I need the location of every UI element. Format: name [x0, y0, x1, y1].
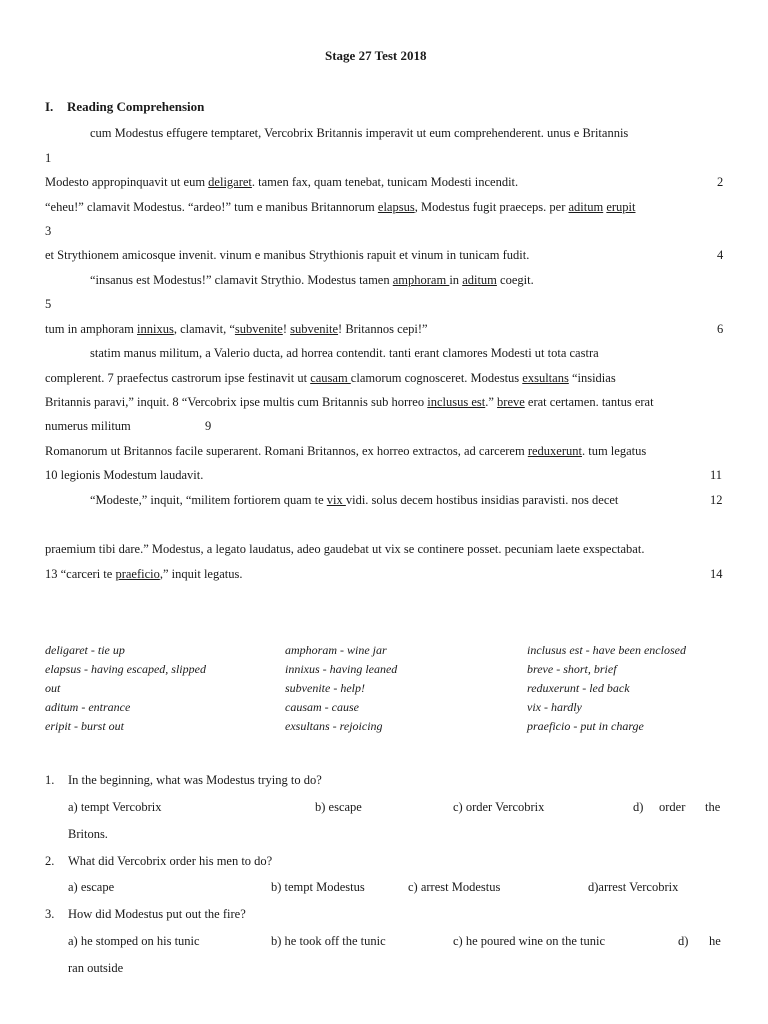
- line-number: 4: [717, 248, 724, 262]
- passage-text: “eheu!” clamavit Modestus. “ardeo!” tum e manibus Britannorum: [45, 200, 378, 214]
- glossary-entry: vix - hardly: [527, 700, 582, 714]
- passage-text: Modesto appropinquavit ut eum: [45, 175, 209, 189]
- answer-option[interactable]: a) he stomped on his tunic: [68, 934, 200, 948]
- passage-line: [45, 394, 654, 410]
- glossary-entry: breve - short, brief: [527, 662, 617, 676]
- passage-line: [90, 345, 599, 361]
- passage-text: praemium tibi dare.” Modestus, a legato laudatus, adeo gaudebat ut vix se continere posset. pecuniam laete exspectabat.: [45, 542, 645, 556]
- glossary-entry: causam - cause: [285, 700, 359, 714]
- passage-text: cum Modestus effugere temptaret, Vercobrix Britannis imperavit ut eum comprehenderent. unus e Britannis: [90, 126, 629, 140]
- glossed-word: exsultans: [522, 371, 569, 385]
- answer-option[interactable]: b) he took off the tunic: [271, 934, 386, 948]
- question-text: What did Vercobrix order his men to do?: [68, 854, 273, 868]
- answer-option[interactable]: d): [678, 934, 689, 948]
- passage-text: coegit.: [496, 273, 534, 287]
- glossed-word: vix: [326, 493, 346, 507]
- passage-text: , Modestus fugit praeceps. per: [414, 200, 569, 214]
- passage-line: [45, 321, 428, 337]
- passage-line: [45, 467, 203, 483]
- passage-text: et Strythionem amicosque invenit. vinum e manibus Strythionis rapuit et vinum in tunicam fudit.: [45, 248, 530, 262]
- glossed-word: causam: [310, 371, 351, 385]
- passage-text: statim manus militum, a Valerio ducta, ad horrea contendit. tanti erant clamores Modesti ut tota castra: [90, 346, 599, 360]
- answer-option[interactable]: c) he poured wine on the tunic: [453, 934, 606, 948]
- glossed-word: elapsus: [377, 200, 415, 214]
- glossary-entry: innixus - having leaned: [285, 662, 398, 676]
- glossed-word: subvenite: [234, 322, 283, 336]
- answer-option[interactable]: c) arrest Modestus: [408, 880, 501, 894]
- glossed-word: amphoram: [392, 273, 450, 287]
- glossary-entry: subvenite - help!: [285, 681, 365, 695]
- glossed-word: innixus: [137, 322, 174, 336]
- glossary-entry: deligaret - tie up: [45, 643, 125, 657]
- passage-line: [45, 247, 529, 263]
- glossed-word: aditum: [568, 200, 604, 214]
- answer-option[interactable]: d): [633, 800, 644, 814]
- passage-line-number: 1: [45, 151, 52, 165]
- glossed-word: reduxerunt: [527, 444, 582, 458]
- passage-text: “insidias: [568, 371, 616, 385]
- passage-text: vidi. solus decem hostibus insidias paravisti. nos decet: [345, 493, 619, 507]
- passage-text: ,” inquit legatus.: [159, 567, 243, 581]
- line-number: 6: [717, 322, 724, 336]
- question-number: 1.: [45, 773, 55, 787]
- glossary-entry: reduxerunt - led back: [527, 681, 630, 695]
- passage-text: numerus militum: [45, 419, 131, 433]
- passage-text: ! Britannos cepi!”: [338, 322, 428, 336]
- passage-text: !: [282, 322, 291, 336]
- glossed-word: erupit: [606, 200, 636, 214]
- glossed-word: praeficio: [115, 567, 160, 581]
- passage-line: [45, 566, 242, 582]
- passage-line: [45, 418, 131, 434]
- passage-text: complerent. 7 praefectus castrorum ipse festinavit ut: [45, 371, 311, 385]
- passage-line: [45, 174, 518, 190]
- glossed-word: deligaret: [208, 175, 252, 189]
- glossary-entry: praeficio - put in charge: [527, 719, 644, 733]
- passage-text: 10 legionis Modestum laudavit.: [45, 468, 204, 482]
- passage-line: [45, 370, 616, 386]
- passage-text: “insanus est Modestus!” clamavit Strythio. Modestus tamen: [90, 273, 393, 287]
- answer-option-text: he: [709, 934, 721, 948]
- passage-line: [45, 541, 644, 557]
- passage-line: [90, 492, 618, 508]
- question-text: How did Modestus put out the fire?: [68, 907, 246, 921]
- line-number: 2: [717, 175, 724, 189]
- glossary-entry: amphoram - wine jar: [285, 643, 387, 657]
- passage-line-number: 3: [45, 224, 52, 238]
- passage-text: .”: [485, 395, 498, 409]
- passage-line: [90, 125, 628, 141]
- passage-text: “Modeste,” inquit, “militem fortiorem quam te: [90, 493, 327, 507]
- glossed-word: aditum: [462, 273, 497, 287]
- passage-text: erat certamen. tantus erat: [524, 395, 654, 409]
- section-heading: Reading Comprehension: [67, 99, 205, 114]
- answer-option[interactable]: a) tempt Vercobrix: [68, 800, 162, 814]
- passage-line-number: 5: [45, 297, 52, 311]
- answer-option-wrap: ran outside: [68, 961, 124, 975]
- passage-text: 13 “carceri te: [45, 567, 116, 581]
- question-text: In the beginning, what was Modestus trying to do?: [68, 773, 322, 787]
- passage-text: clamorum cognosceret. Modestus: [350, 371, 523, 385]
- passage-text: . tamen fax, quam tenebat, tunicam Modesti incendit.: [251, 175, 519, 189]
- answer-option[interactable]: b) tempt Modestus: [271, 880, 365, 894]
- passage-text: . tum legatus: [581, 444, 647, 458]
- glossary-entry: elapsus - having escaped, slipped: [45, 662, 206, 676]
- line-number: 12: [710, 493, 723, 507]
- section-number: I.: [45, 99, 54, 114]
- glossed-word: breve: [497, 395, 525, 409]
- question-number: 3.: [45, 907, 55, 921]
- passage-text: , clamavit, “: [173, 322, 235, 336]
- passage-line: [45, 199, 636, 215]
- passage-text: Britannis paravi,” inquit. 8 “Vercobrix ipse multis cum Britannis sub horreo: [45, 395, 428, 409]
- glossary-entry: exsultans - rejoicing: [285, 719, 383, 733]
- passage-text: tum in amphoram: [45, 322, 137, 336]
- line-number: 14: [710, 567, 723, 581]
- passage-line-number: 9: [205, 419, 212, 433]
- line-number: 11: [710, 468, 723, 482]
- document-title: Stage 27 Test 2018: [325, 48, 427, 63]
- glossary-entry: out: [45, 681, 61, 695]
- glossary-entry: aditum - entrance: [45, 700, 131, 714]
- glossed-word: subvenite: [290, 322, 339, 336]
- answer-option[interactable]: c) order Vercobrix: [453, 800, 545, 814]
- answer-option[interactable]: d)arrest Vercobrix: [588, 880, 679, 894]
- answer-option[interactable]: a) escape: [68, 880, 115, 894]
- answer-option[interactable]: b) escape: [315, 800, 362, 814]
- passage-text: in: [449, 273, 463, 287]
- answer-option-text: order: [659, 800, 686, 814]
- glossary-entry: inclusus est - have been enclosed: [527, 643, 686, 657]
- answer-option-text: the: [705, 800, 721, 814]
- answer-option-wrap: Britons.: [68, 827, 108, 841]
- passage-line: [90, 272, 534, 288]
- passage-line: [45, 443, 646, 459]
- passage-text: Romanorum ut Britannos facile superarent. Romani Britannos, ex horreo extractos, ad carcerem: [45, 444, 528, 458]
- glossed-word: inclusus est: [427, 395, 486, 409]
- question-number: 2.: [45, 854, 55, 868]
- glossary-entry: eripit - burst out: [45, 719, 125, 733]
